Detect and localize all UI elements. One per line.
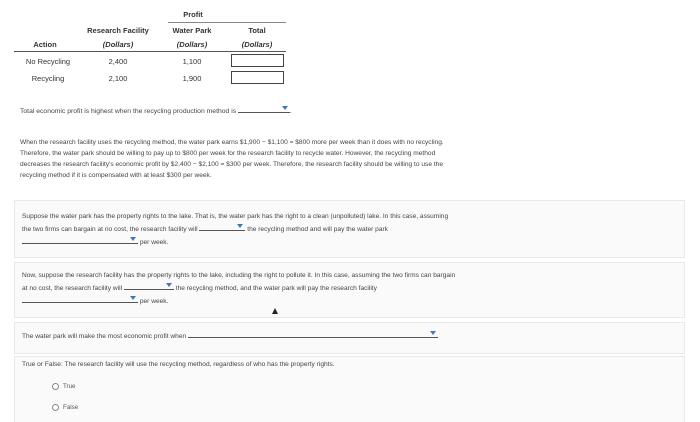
water-units-header: (Dollars) [176,40,208,49]
q1-label: Total economic profit is highest when the recycling production method is [20,108,237,115]
q2-amount-dropdown[interactable] [22,235,138,244]
explanation-line: decreases the research facility's economic profit by $2,400 − $2,100 = $300 per week. Therefore, the research facility should be willing to use the [20,161,444,168]
total-units-header: (Dollars) [241,40,273,49]
q2-line2-after: the recycling method and will pay the water park [247,226,388,233]
q2-line2-before: the two firms can bargain at no cost, the research facility will [22,226,198,233]
q3-will-dropdown[interactable] [124,281,174,290]
mouse-cursor-icon [272,308,278,314]
radio-true[interactable] [52,383,59,390]
chevron-down-icon [130,296,136,300]
q1-period: . [290,108,292,115]
q4-dropdown[interactable] [188,329,438,338]
q3-line2-after: the recycling method, and the water park will pay the research facility [175,285,377,292]
row-research-value: 2,100 [108,74,128,83]
q3-amount-dropdown[interactable] [22,294,138,303]
q2-line1: Suppose the water park has the property rights to the lake. That is, the water park has the right to a clean (unpolluted) lake. In this case, assuming [22,213,449,220]
action-header: Action [33,40,57,49]
chevron-down-icon [282,106,288,110]
explanation-line: recycling method if it is compensated with at least $300 per week. [20,172,212,179]
q3-text [22,270,455,307]
table-header-rule [14,51,286,52]
option-true-label: True [63,383,76,390]
total-header: Total [248,26,266,35]
q2-line3-after: per week. [139,239,169,246]
chevron-down-icon [237,224,243,228]
research-units-header: (Dollars) [102,40,134,49]
q1-text [20,104,292,117]
radio-false[interactable] [52,404,59,411]
chevron-down-icon [130,237,136,241]
q2-text [22,211,448,248]
q3-line2-before: at no cost, the research facility will [22,285,123,292]
total-input-recycling[interactable] [231,71,284,84]
water-park-header: Water Park [172,26,212,35]
q3-line3-after: per week. [139,298,169,305]
explanation-line: Therefore, the water park should be willing to pay up to $800 per week for the research facility to recycle water. However, the recycling method [20,150,436,157]
total-input-no-recycling[interactable] [231,54,284,67]
q3-line1: Now, suppose the research facility has the property rights to the lake, including the right to pollute it. In this case, assuming the two firms can bargain [22,272,456,279]
explanation [20,137,444,181]
chevron-down-icon [166,283,172,287]
q4-text [22,329,438,342]
q5-text: True or False: The research facility will use the recycling method, regardless of who has the property rights. [22,361,335,368]
row-research-value: 2,400 [108,57,128,66]
profit-rule [168,22,286,23]
row-water-value: 1,900 [182,74,202,83]
q1-dropdown[interactable] [238,104,290,113]
research-facility-header: Research Facility [87,26,149,35]
row-action: No Recycling [25,57,71,66]
chevron-down-icon [430,331,436,335]
row-action: Recycling [31,74,65,83]
q2-will-dropdown[interactable] [199,222,245,231]
explanation-line: When the research facility uses the recycling method, the water park earns $1,900 − $1,100 = $800 more per week than it does with no recycling. [20,139,444,146]
q4-label: The water park will make the most economic profit when [22,333,187,340]
option-false-label: False [63,404,79,411]
profit-header: Profit [183,10,203,19]
row-water-value: 1,100 [182,57,202,66]
